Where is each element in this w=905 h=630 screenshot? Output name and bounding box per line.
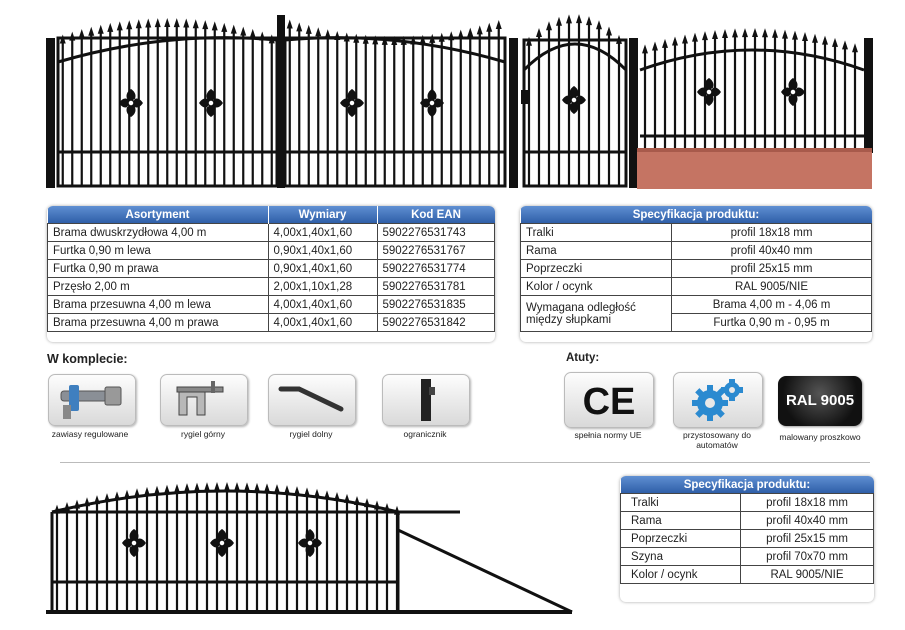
table-row: [48, 278, 495, 296]
slide-tail-diagonal: [398, 530, 572, 612]
spec-value: profil 18x18 mm: [672, 224, 872, 242]
spear-tip: [104, 493, 110, 502]
distance-label-line-2: między słupkami: [526, 313, 611, 326]
spec-label: Kolor / ocynk: [521, 278, 672, 296]
spear-tip: [204, 482, 210, 491]
spear-tip: [822, 36, 828, 45]
table-row: [48, 260, 495, 278]
spear-tip: [842, 40, 848, 49]
spear-tip: [98, 25, 104, 34]
kit-tile-stop: [382, 374, 470, 426]
spec-table-bottom: [620, 476, 874, 584]
table-row: [621, 512, 874, 530]
spear-tip: [642, 44, 648, 53]
fence-illustration-top: [0, 0, 905, 200]
spear-tip: [234, 482, 240, 491]
spear-tip: [155, 18, 161, 27]
spec-value: RAL 9005/NIE: [672, 278, 872, 296]
cell-ean: 5902276531781: [377, 278, 495, 296]
feature-label-ce: spełnia normy UE: [574, 430, 642, 440]
spear-tip: [752, 28, 758, 37]
spear-tip: [477, 25, 483, 34]
spec-table-top-panel: [520, 206, 872, 342]
spear-tip: [212, 21, 218, 30]
cell-assortment: Brama dwuskrzydłowa 4,00 m: [48, 224, 269, 242]
spec-value: profil 40x40 mm: [672, 242, 872, 260]
table-row: [521, 296, 872, 314]
spear-tip: [287, 20, 293, 29]
spear-tip: [712, 30, 718, 39]
cell-dimensions: 0,90x1,40x1,60: [268, 242, 377, 260]
spear-tip: [486, 23, 492, 32]
cell-dimensions: 4,00x1,40x1,60: [268, 224, 377, 242]
spear-tip: [374, 501, 380, 510]
spear-tip: [114, 491, 120, 500]
spear-tip: [221, 23, 227, 32]
spec-label: Tralki: [521, 224, 672, 242]
spear-tip: [546, 21, 552, 30]
ce-badge-text: CE: [582, 381, 636, 423]
spear-tip: [682, 34, 688, 43]
spear-tip: [183, 19, 189, 28]
table-row: [48, 296, 495, 314]
spec-value: profil 25x15 mm: [672, 260, 872, 278]
ce-mark-icon: [565, 373, 653, 427]
cell-assortment: Przęsło 2,00 m: [48, 278, 269, 296]
spear-tip: [296, 22, 302, 31]
cell-assortment: Furtka 0,90 m lewa: [48, 242, 269, 260]
distance-label-line-1: Wymagana odległość: [526, 301, 636, 314]
cell-ean: 5902276531743: [377, 224, 495, 242]
spec-value: Brama 4,00 m - 4,06 m: [672, 296, 872, 314]
cell-dimensions: 4,00x1,40x1,60: [268, 296, 377, 314]
spear-tip: [852, 43, 858, 52]
feature-tile-ce: [564, 372, 654, 428]
spec-value: Furtka 0,90 m - 0,95 m: [672, 314, 872, 332]
spear-tip: [254, 483, 260, 492]
spec-label: Szyna: [621, 548, 741, 566]
spear-tip: [174, 18, 180, 27]
spear-tip: [702, 31, 708, 40]
product-table: [47, 206, 495, 332]
table-row: [621, 548, 874, 566]
spear-tip: [364, 498, 370, 507]
cell-assortment: Furtka 0,90 m prawa: [48, 260, 269, 278]
spear-tip: [94, 495, 100, 504]
spec-label: Tralki: [621, 494, 741, 512]
kit-label-stop: ogranicznik: [403, 429, 447, 439]
features-title: Atuty:: [566, 352, 600, 364]
spear-tip: [294, 486, 300, 495]
kit-label-lower-bolt: rygiel dolny: [289, 429, 333, 439]
spear-tip: [334, 492, 340, 501]
slide-arc: [52, 491, 398, 512]
spear-tip: [174, 484, 180, 493]
spear-tip: [134, 488, 140, 497]
cell-ean: 5902276531842: [377, 314, 495, 332]
spear-tip: [536, 28, 542, 37]
spear-tip: [284, 485, 290, 494]
spear-tip: [144, 487, 150, 496]
table-row: [48, 242, 495, 260]
spear-tip: [107, 23, 113, 32]
col-header-assortment: Asortyment: [48, 206, 269, 224]
table-row: [521, 224, 872, 242]
table-row: [48, 224, 495, 242]
spec-label-distance: [521, 296, 672, 332]
cell-dimensions: 2,00x1,10x1,28: [268, 278, 377, 296]
kit-label-upper-bolt: rygiel górny: [181, 429, 225, 439]
table-row: [621, 494, 874, 512]
spear-tip: [126, 20, 132, 29]
spec-table-bottom-panel: [620, 476, 874, 602]
product-table-panel: [47, 206, 495, 342]
kit-tile-upper-bolt: [160, 374, 248, 426]
table-row: [521, 242, 872, 260]
spear-tip: [354, 496, 360, 505]
spear-tip: [762, 28, 768, 37]
spear-tip: [304, 487, 310, 496]
col-header-dimensions: Wymiary: [268, 206, 377, 224]
spear-tip: [586, 16, 592, 25]
spear-tip: [244, 482, 250, 491]
spear-tip: [84, 497, 90, 506]
spear-tip: [394, 506, 400, 515]
spec-top-title: Specyfikacja produktu:: [521, 206, 872, 224]
lower-bolt-icon: [269, 375, 355, 425]
feature-tile-ral: [778, 376, 862, 426]
spec-label: Poprzeczki: [521, 260, 672, 278]
spec-value: profil 18x18 mm: [741, 494, 874, 512]
kit-tile-hinge: [48, 374, 136, 426]
gate-stop-icon: [383, 375, 469, 425]
table-row: [521, 278, 872, 296]
cell-ean: 5902276531767: [377, 242, 495, 260]
cell-dimensions: 4,00x1,40x1,60: [268, 314, 377, 332]
spear-tip: [64, 502, 70, 511]
spear-tip: [566, 14, 572, 23]
spear-tip: [184, 483, 190, 492]
spear-tip: [792, 31, 798, 40]
spear-tip: [556, 17, 562, 26]
table-row: [621, 566, 874, 584]
spear-tip: [214, 482, 220, 491]
spear-tip: [596, 20, 602, 29]
adjustable-hinge-icon: [49, 375, 135, 425]
spear-tip: [692, 33, 698, 42]
table-row: [521, 260, 872, 278]
spear-tip: [652, 42, 658, 51]
feature-label-automation-line-1: przystosowany do: [682, 430, 752, 440]
spear-tip: [772, 29, 778, 38]
spear-tip: [314, 489, 320, 498]
gears-icon: [674, 373, 762, 427]
spec-label: Rama: [521, 242, 672, 260]
spec-bottom-title: Specyfikacja produktu:: [621, 476, 874, 494]
spear-tip: [344, 494, 350, 503]
spear-tip: [88, 27, 94, 36]
spear-tip: [832, 38, 838, 47]
spear-tip: [662, 39, 668, 48]
spear-tip: [672, 37, 678, 46]
spear-tip: [124, 490, 130, 499]
cell-dimensions: 0,90x1,40x1,60: [268, 260, 377, 278]
spear-tip: [117, 21, 123, 30]
spear-tip: [732, 28, 738, 37]
spear-tip: [136, 19, 142, 28]
spear-tip: [496, 20, 502, 29]
spear-tip: [224, 482, 230, 491]
spec-table-top: [520, 206, 872, 332]
spear-tip: [324, 490, 330, 499]
spear-tip: [202, 20, 208, 29]
spear-tip: [74, 500, 80, 509]
spear-tip: [315, 27, 321, 36]
upper-bolt-icon: [161, 375, 247, 425]
spear-tip: [193, 19, 199, 28]
kit-label-hinge: zawiasy regulowane: [51, 429, 129, 439]
feature-label-automation-line-2: automatów: [696, 440, 738, 450]
spec-label: Poprzeczki: [621, 530, 741, 548]
spear-tip: [812, 34, 818, 43]
spear-tip: [802, 32, 808, 41]
spear-tip: [722, 29, 728, 38]
spear-tip: [742, 28, 748, 37]
spec-value: RAL 9005/NIE: [741, 566, 874, 584]
spear-tip: [164, 485, 170, 494]
spec-value: profil 40x40 mm: [741, 512, 874, 530]
spear-tip: [54, 505, 60, 514]
spear-tip: [467, 28, 473, 37]
kit-tile-lower-bolt: [268, 374, 356, 426]
spear-tip: [274, 484, 280, 493]
kit-title: W komplecie:: [47, 352, 128, 366]
panel-arc: [640, 50, 864, 70]
ral-badge-icon: RAL 9005: [785, 392, 855, 409]
spec-label: Kolor / ocynk: [621, 566, 741, 584]
table-row: [48, 314, 495, 332]
feature-label-ral: malowany proszkowo: [779, 432, 861, 442]
spec-value: profil 25x15 mm: [741, 530, 874, 548]
cell-ean: 5902276531774: [377, 260, 495, 278]
cell-ean: 5902276531835: [377, 296, 495, 314]
feature-tile-automation: [673, 372, 763, 428]
table-row: [621, 530, 874, 548]
spear-tip: [576, 14, 582, 23]
spec-label: Rama: [621, 512, 741, 530]
spear-tip: [145, 19, 151, 28]
spear-tip: [606, 26, 612, 35]
feature-label-automation: [668, 430, 766, 450]
spear-tip: [306, 25, 312, 34]
cell-assortment: Brama przesuwna 4,00 m prawa: [48, 314, 269, 332]
spear-tip: [384, 503, 390, 512]
spear-tip: [782, 30, 788, 39]
spear-tip: [231, 25, 237, 34]
spear-tip: [164, 18, 170, 27]
section-divider: [60, 462, 870, 463]
spec-value: profil 70x70 mm: [741, 548, 874, 566]
cell-assortment: Brama przesuwna 4,00 m lewa: [48, 296, 269, 314]
spear-tip: [154, 486, 160, 495]
spear-tip: [240, 27, 246, 36]
spear-tip: [194, 483, 200, 492]
spear-tip: [264, 483, 270, 492]
col-header-ean: Kod EAN: [377, 206, 495, 224]
